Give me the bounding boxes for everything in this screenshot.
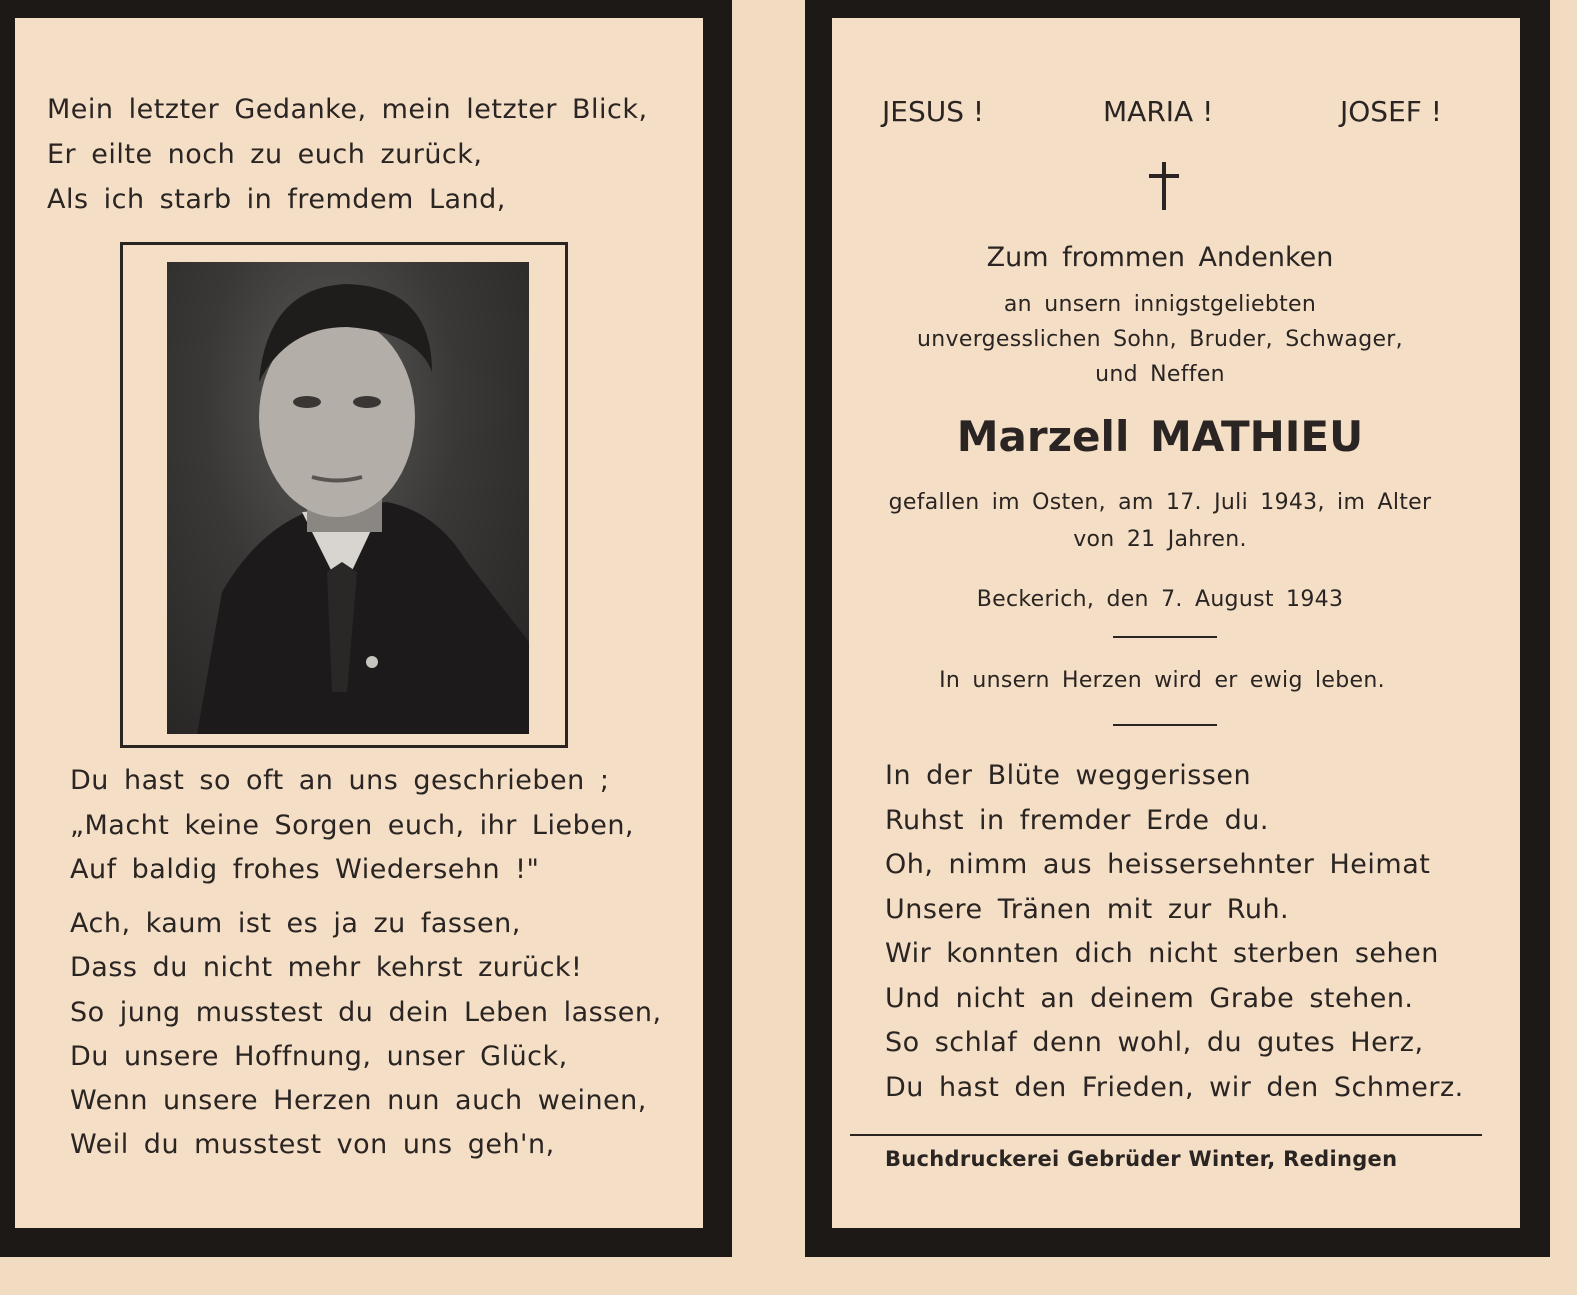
death-info-line: gefallen im Osten, am 17. Juli 1943, im Alter [888, 490, 1432, 515]
verse-line: Mein letzter Gedanke, mein letzter Blick, [47, 94, 648, 125]
verse-line: Als ich starb in fremdem Land, [47, 184, 506, 215]
verse-line: „Macht keine Sorgen euch, ihr Lieben, [70, 810, 635, 841]
divider [1113, 724, 1217, 726]
dedication-line: an unsern innigstgeliebten [1003, 292, 1317, 317]
poem-line: Wir konnten dich nicht sterben sehen [885, 938, 1439, 969]
memorial-heading: Zum frommen Andenken [986, 242, 1334, 273]
portrait-silhouette [167, 262, 529, 734]
verse-line: Dass du nicht mehr kehrst zurück! [70, 952, 583, 983]
poem-line: Unsere Tränen mit zur Ruh. [885, 894, 1290, 925]
verse-line: Wenn unsere Herzen nun auch weinen, [70, 1085, 647, 1116]
dedication-line: und Neffen [1095, 362, 1225, 387]
poem-line: Und nicht an deinem Grabe stehen. [885, 983, 1414, 1014]
portrait-frame [120, 242, 568, 748]
footer-rule [850, 1134, 1482, 1136]
poem-line: Oh, nimm aus heissersehnter Heimat [885, 849, 1431, 880]
poem-line: Du hast den Frieden, wir den Schmerz. [885, 1072, 1464, 1103]
divider [1113, 636, 1217, 638]
verse-line: Du unsere Hoffnung, unser Glück, [70, 1041, 568, 1072]
invocation-jesus: JESUS ! [882, 95, 985, 128]
verse-line: Ach, kaum ist es ja zu fassen, [70, 908, 521, 939]
verse-line: Du hast so oft an uns geschrieben ; [70, 765, 610, 796]
verse-line: Weil du musstest von uns geh'n, [70, 1129, 555, 1160]
verse-line: So jung musstest du dein Leben lassen, [70, 997, 662, 1028]
verse-line: Auf baldig frohes Wiedersehn !" [70, 854, 540, 885]
motto: In unsern Herzen wird er ewig leben. [939, 668, 1385, 693]
verse-line: Er eilte noch zu euch zurück, [47, 139, 483, 170]
poem-line: In der Blüte weggerissen [885, 760, 1252, 791]
death-info-line: von 21 Jahren. [1073, 527, 1247, 552]
left-card [15, 18, 703, 1228]
dedication-line: unvergesslichen Sohn, Bruder, Schwager, [917, 327, 1403, 352]
cross-icon [1147, 162, 1181, 210]
right-card [832, 18, 1520, 1228]
invocation-maria: MARIA ! [1103, 95, 1214, 128]
place-date: Beckerich, den 7. August 1943 [976, 587, 1344, 612]
portrait-photo [167, 262, 529, 734]
deceased-name: Marzell MATHIEU [956, 412, 1364, 461]
poem-line: So schlaf denn wohl, du gutes Herz, [885, 1027, 1424, 1058]
poem-line: Ruhst in fremder Erde du. [885, 805, 1269, 836]
printer-credit: Buchdruckerei Gebrüder Winter, Redingen [885, 1147, 1398, 1171]
invocation-josef: JOSEF ! [1340, 95, 1442, 128]
